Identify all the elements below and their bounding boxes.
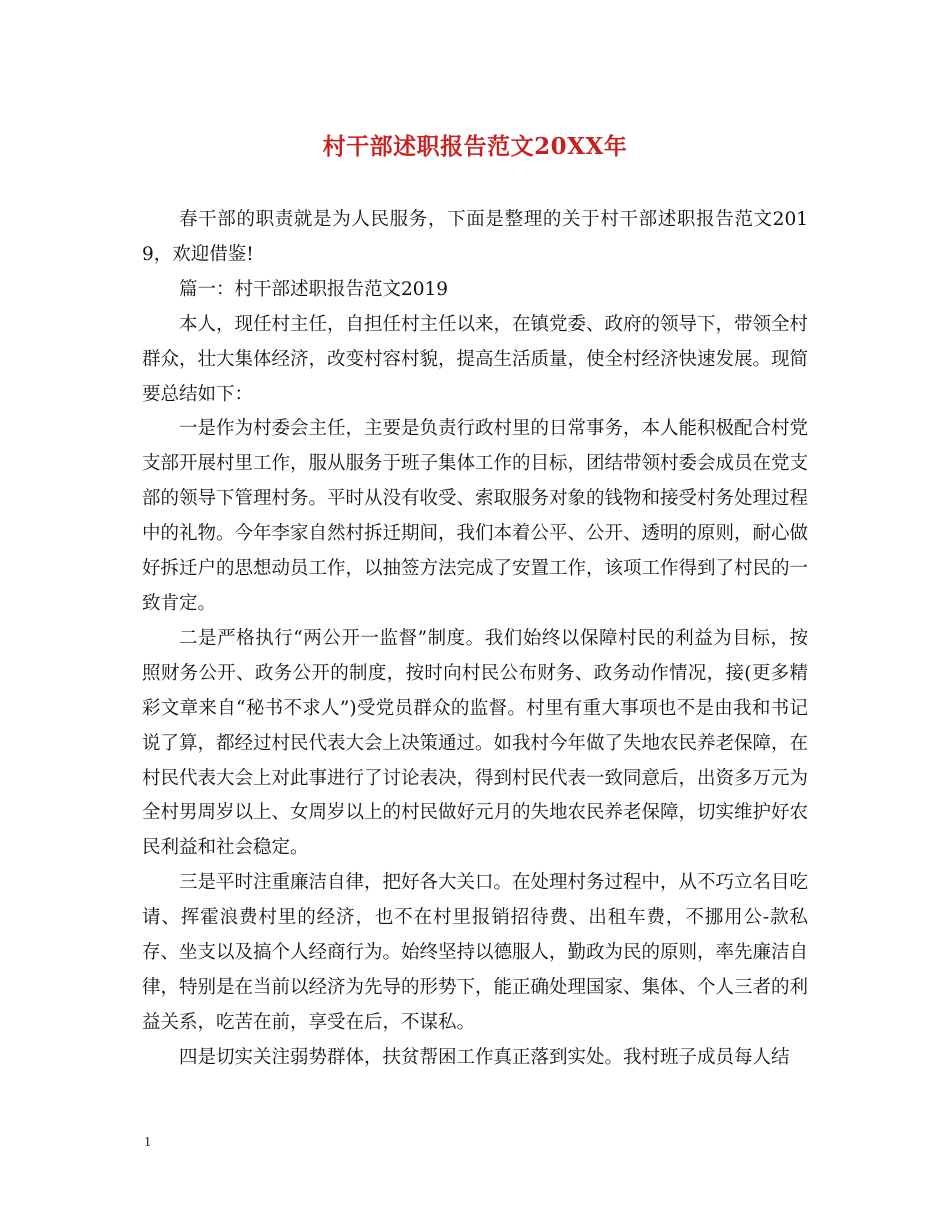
body-paragraph-2: 一是作为村委会主任，主要是负责行政村里的日常事务，本人能积极配合村党支部开展村里工作，服从服务于班子集体工作的目标，团结带领村委会成员在党支部的领导下管理村务。平时从没有收受、索取服务对象的钱物和接受村务处理过程中的礼物。今年李家自然村拆迁期间，我们本着公平、公开、透明的原则，耐心做好拆迁户的思想动员工作，以抽签方法完成了安置工作，该项工作得到了村民的一致肯定。 (142, 418, 809, 614)
body-paragraph-3: 二是严格执行“两公开一监督”制度。我们始终以保障村民的利益为目标，按照财务公开、政务公开的制度，按时向村民公布财务、政务动作情况，接(更多精彩文章来自“秘书不求人”)受党员群众的监督。村里有重大事项也不是由我和书记说了算，都经过村民代表大会上决策通过。如我村今年做了失地农民养老保障，在村民代表大会上对此事进行了讨论表决，得到村民代表一致同意后，出资多万元为全村男周岁以上、女周岁以上的村民做好元月的失地农民养老保障，切实维护好农民利益和社会稳定。 (142, 627, 809, 859)
body-paragraph-4: 三是平时注重廉洁自律，把好各大关口。在处理村务过程中，从不巧立名目吃请、挥霍浪费村里的经济，也不在村里报销招待费、出租车费，不挪用公-款私存、坐支以及搞个人经商行为。始终坚持以德服人，勤政为民的原则，率先廉洁自律，特别是在当前以经济为先导的形势下，能正确处理国家、集体、个人三者的利益关系，吃苦在前，享受在后，不谋私。 (142, 872, 809, 1033)
body-paragraph-5: 四是切实关注弱势群体，扶贫帮困工作真正落到实处。我村班子成员每人结 (179, 1046, 790, 1068)
page-number: 1 (144, 1135, 151, 1150)
intro-paragraph: 春干部的职责就是为人民服务，下面是整理的关于村干部述职报告范文2019，欢迎借鉴! (142, 209, 808, 265)
document-body (142, 203, 808, 1076)
body-paragraph-1: 本人，现任村主任，自担任村主任以来，在镇党委、政府的领导下，带领全村群众，壮大集体经济，改变村容村貌，提高生活质量，使全村经济快速发展。现简要总结如下： (142, 313, 809, 405)
document-title: 村干部述职报告范文20XX年 (322, 133, 628, 160)
section-heading: 篇一：村干部述职报告范文2019 (179, 278, 449, 300)
